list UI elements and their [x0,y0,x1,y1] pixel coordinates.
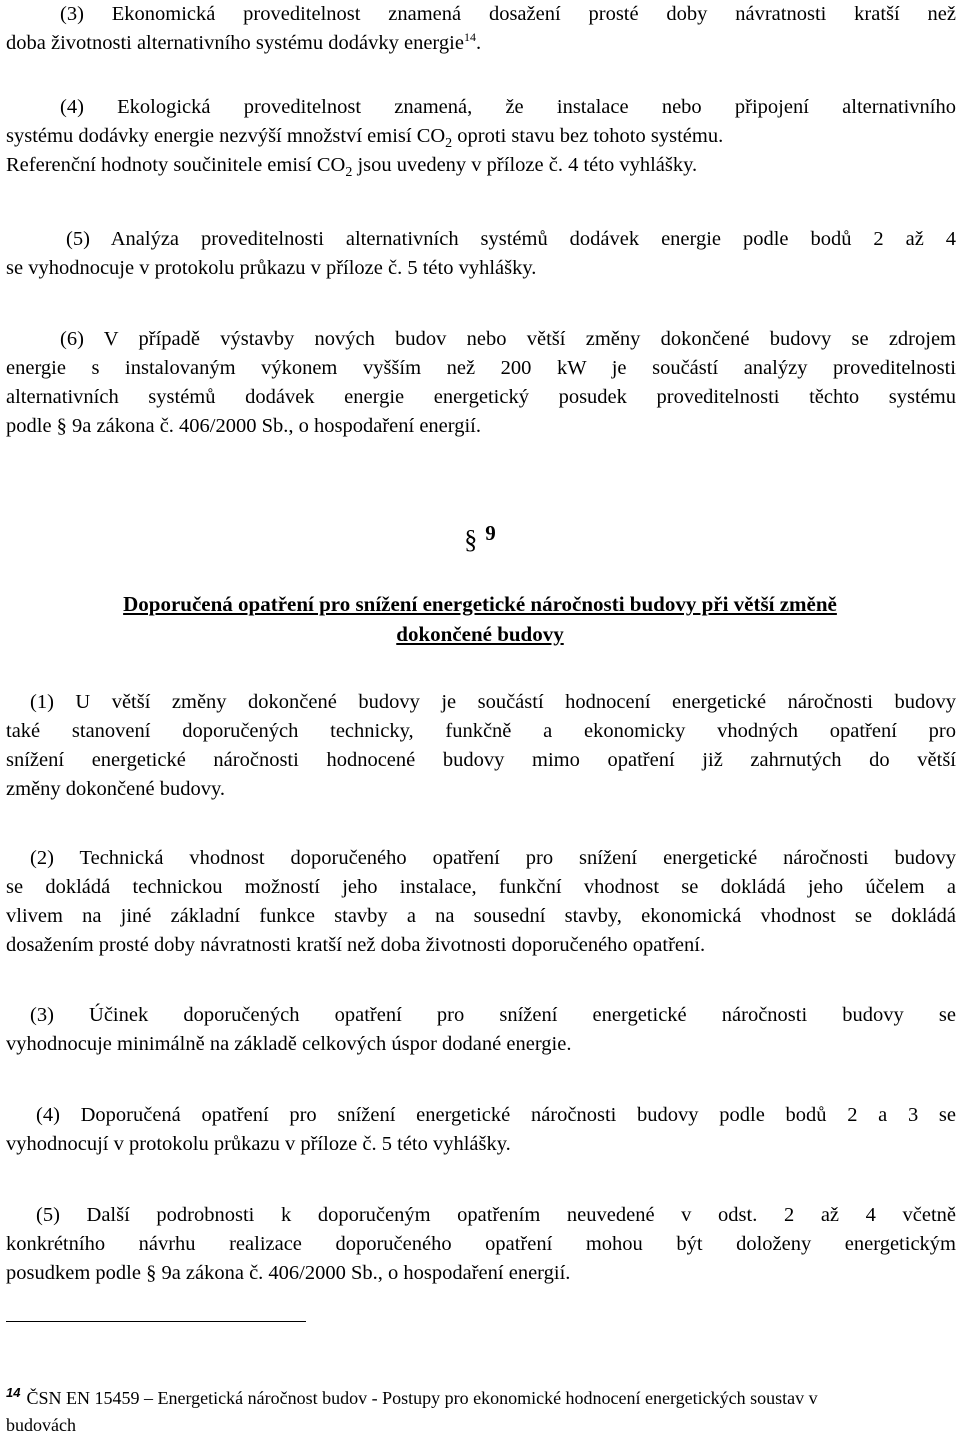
paragraph-text: . [475,32,482,54]
paragraph-line: (2) Technická vhodnost doporučeného opatření pro snížení energetické náročnosti budovy [30,847,956,869]
paragraph-text: doba životnosti alternativního systému dodávky energie [6,32,464,54]
paragraph-4 [6,93,956,180]
section-number-value: 9 [485,521,496,545]
paragraph-text: jsou uvedeny v příloze č. 4 této vyhlášky. [352,154,698,176]
footnote-reference: 14 [463,30,476,45]
paragraph-line: alternativních systémů dodávek energie energetický posudek proveditelnosti těchto systému [6,386,956,408]
paragraph-line [6,151,956,180]
section-paragraph-3 [6,1001,956,1059]
footnote-line [6,1385,956,1412]
paragraph-line: vyhodnocují v protokolu průkazu v příloze č. 5 této vyhlášky. [6,1133,511,1155]
section-paragraph-1 [6,688,956,804]
section-paragraph-2 [6,844,956,960]
paragraph-line: (5) Další podrobnosti k doporučeným opatřením neuvedené v odst. 2 až 4 včetně [36,1204,956,1226]
paragraph-line: dosažením prosté doby návratnosti kratší než doba životnosti doporučeného opatření. [6,934,706,956]
paragraph-text: oproti stavu bez tohoto systému. [452,125,724,147]
paragraph-line: vyhodnocuje minimálně na základě celkových úspor dodané energie. [6,1033,572,1055]
paragraph-line: podle § 9a zákona č. 406/2000 Sb., o hospodaření energií. [6,415,482,437]
paragraph-line: (3) Účinek doporučených opatření pro snížení energetické náročnosti budovy se [30,1004,956,1026]
paragraph-line: konkrétního návrhu realizace doporučeného opatření mohou být doloženy energetickým [6,1233,956,1255]
paragraph-3 [6,0,956,58]
paragraph-line: snížení energetické náročnosti hodnocené budovy mimo opatření již zahrnutých do větší [6,749,956,771]
paragraph-line: (6) V případě výstavby nových budov nebo větší změny dokončené budovy se zdrojem [60,328,956,350]
paragraph-line: (4) Doporučená opatření pro snížení energetické náročnosti budovy podle bodů 2 a 3 se [36,1104,956,1126]
footnote-line: budovách [6,1415,76,1435]
section-symbol: § [464,525,478,554]
paragraph-line: (4) Ekologická proveditelnost znamená, že instalace nebo připojení alternativního [60,96,956,118]
paragraph-line: energie s instalovaným výkonem vyšším než 200 kW je součástí analýzy proveditelnosti [6,357,956,379]
footnote-mark: 14 [6,1385,21,1400]
paragraph-text: systému dodávky energie nezvýší množství emisí CO [6,125,446,147]
section-title-line: Doporučená opatření pro snížení energetické náročnosti budovy při větší změně [123,592,837,616]
paragraph-line: se dokládá technickou možností jeho instalace, funkční vhodnost se dokládá jeho účelem a [6,876,956,898]
paragraph-line: (5) Analýza proveditelnosti alternativních systémů dodávek energie podle bodů 2 až 4 [66,228,956,250]
footnote-separator [6,1321,306,1322]
section-paragraph-4 [6,1101,956,1159]
paragraph-line: vlivem na jiné základní funkce stavby a na sousední stavby, ekonomická vhodnost se dokládá [6,905,956,927]
subscript: 2 [445,136,453,152]
paragraph-line: (3) Ekonomická proveditelnost znamená dosažení prosté doby návratnosti kratší než [60,3,956,25]
paragraph-line: také stanovení doporučených technicky, funkčně a ekonomicky vhodných opatření pro [6,720,956,742]
paragraph-line: změny dokončené budovy. [6,778,225,800]
footnote [6,1385,956,1439]
paragraph-line: se vyhodnocuje v protokolu průkazu v příloze č. 5 této vyhlášky. [6,257,537,279]
section-number [0,517,960,554]
subscript: 2 [345,165,353,181]
footnote-text: ČSN EN 15459 – Energetická náročnost budov - Postupy pro ekonomické hodnocení energetických soustav v [26,1388,818,1408]
section-title [0,589,960,649]
section-title-line: dokončené budovy [396,622,564,646]
paragraph-line [6,29,956,58]
paragraph-6 [6,325,956,441]
paragraph-5 [6,225,956,283]
paragraph-line [6,122,956,151]
paragraph-line: posudkem podle § 9a zákona č. 406/2000 Sb., o hospodaření energií. [6,1262,571,1284]
paragraph-text: Referenční hodnoty součinitele emisí CO [6,154,346,176]
section-paragraph-5 [6,1201,956,1288]
paragraph-line: (1) U větší změny dokončené budovy je součástí hodnocení energetické náročnosti budovy [30,691,956,713]
